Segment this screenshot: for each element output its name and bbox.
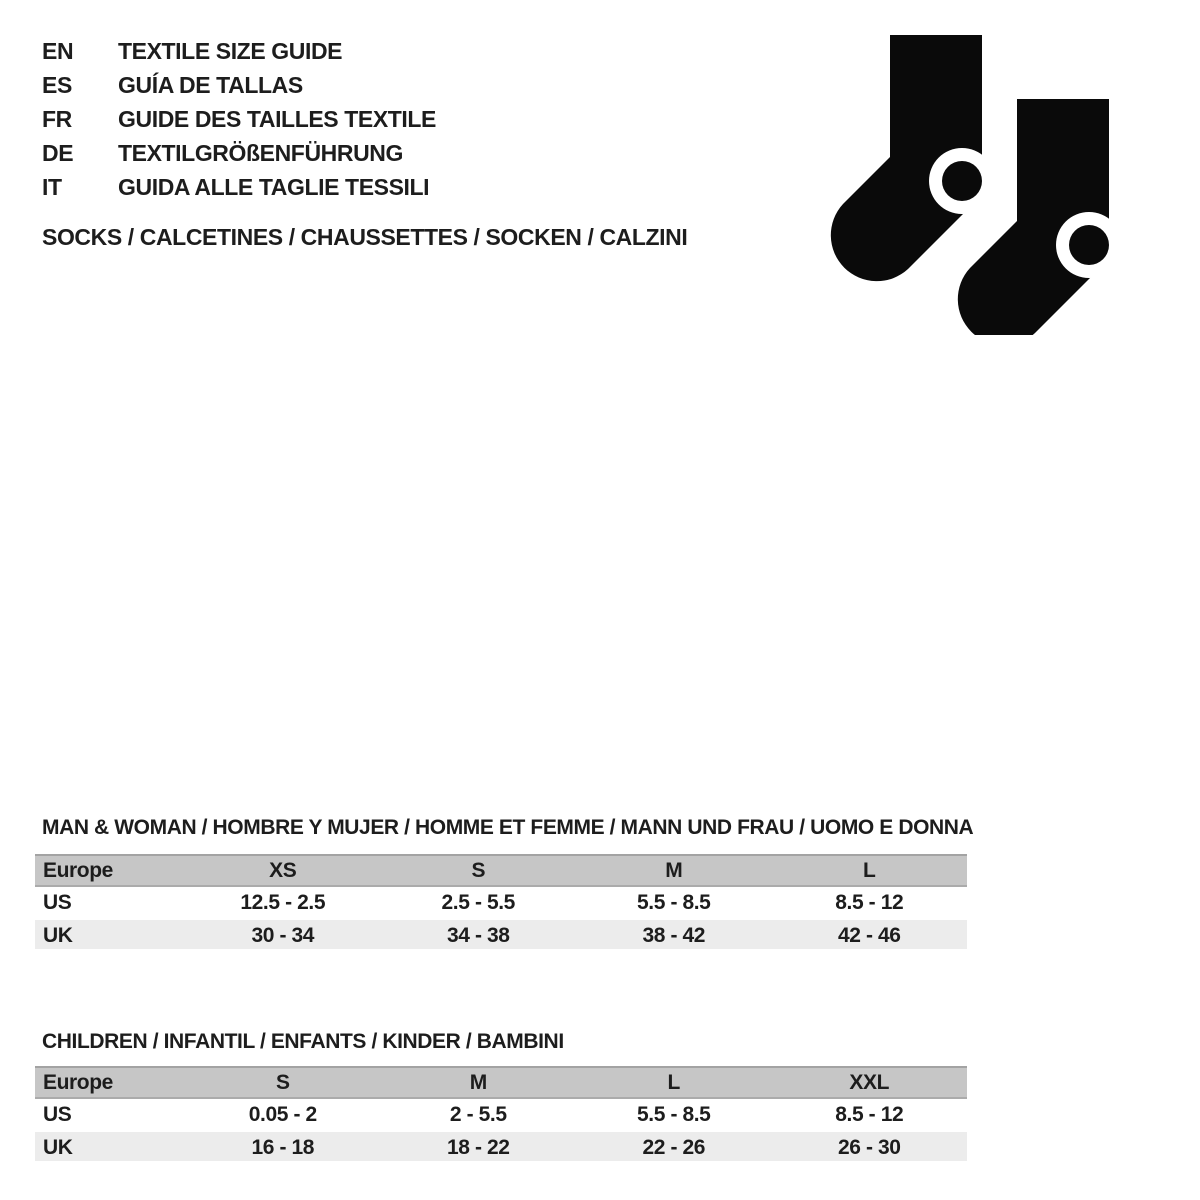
lang-row-es [42, 68, 436, 102]
sock-right [958, 99, 1122, 335]
column-header-l: L [863, 859, 876, 882]
column-header-s: S [471, 859, 486, 882]
column-header-europe: Europe [43, 1071, 113, 1094]
cell-us-m: 5.5 - 8.5 [637, 891, 711, 914]
children-heading: CHILDREN / INFANTIL / ENFANTS / KINDER / BAMBINI [42, 1030, 564, 1053]
children-table [35, 1066, 967, 1161]
table-header-row [35, 854, 967, 887]
lang-row-en [42, 34, 436, 68]
cell-us-s: 0.05 - 2 [248, 1103, 317, 1126]
lang-code: ES [42, 72, 72, 98]
table-row-us [35, 887, 967, 918]
lang-title: GUIDE DES TAILLES TEXTILE [118, 106, 436, 132]
table-row-uk [35, 918, 967, 949]
cell-us-xxl: 8.5 - 12 [835, 1103, 904, 1126]
category-line: SOCKS / CALCETINES / CHAUSSETTES / SOCKEN / CALZINI [42, 224, 688, 250]
cell-uk-l: 42 - 46 [837, 924, 901, 947]
table-header-row [35, 1066, 967, 1099]
table-row-us [35, 1099, 967, 1130]
lang-code: IT [42, 174, 62, 200]
lang-code: FR [42, 106, 72, 132]
lang-title: GUIDA ALLE TAGLIE TESSILI [118, 174, 430, 200]
children-section [35, 1030, 967, 1159]
man-woman-section [35, 816, 974, 947]
cell-us-l: 5.5 - 8.5 [637, 1103, 711, 1126]
table-row-uk [35, 1130, 967, 1161]
lang-row-fr [42, 102, 436, 136]
cell-us-l: 8.5 - 12 [835, 891, 904, 914]
cell-uk-m: 38 - 42 [642, 924, 706, 947]
cell-uk-l: 22 - 26 [642, 1136, 706, 1159]
lang-code: EN [42, 38, 74, 64]
lang-title: TEXTILE SIZE GUIDE [118, 38, 343, 64]
lang-title: GUÍA DE TALLAS [118, 72, 303, 98]
column-header-l: L [667, 1071, 680, 1094]
column-header-xxl: XXL [849, 1071, 890, 1094]
man-woman-heading: MAN & WOMAN / HOMBRE Y MUJER / HOMME ET FEMME / MANN UND FRAU / UOMO E DONNA [42, 816, 974, 839]
cell-uk-s: 34 - 38 [446, 924, 510, 947]
row-label-uk: UK [43, 1136, 73, 1159]
cell-uk-m: 18 - 22 [446, 1136, 510, 1159]
cell-uk-xxl: 26 - 30 [837, 1136, 901, 1159]
lang-row-it [42, 170, 436, 204]
language-title-list [42, 34, 436, 204]
column-header-m: M [665, 859, 683, 882]
man-woman-table [35, 854, 967, 949]
sock-left [831, 35, 995, 281]
lang-code: DE [42, 140, 74, 166]
row-label-uk: UK [43, 924, 73, 947]
cell-uk-s: 16 - 18 [251, 1136, 315, 1159]
column-header-europe: Europe [43, 859, 113, 882]
cell-us-s: 2.5 - 5.5 [441, 891, 515, 914]
lang-title: TEXTILGRÖßENFÜHRUNG [118, 140, 403, 166]
socks-icon [820, 35, 1125, 335]
row-label-us: US [43, 891, 72, 914]
row-label-us: US [43, 1103, 72, 1126]
column-header-xs: XS [269, 859, 297, 882]
column-header-m: M [469, 1071, 487, 1094]
cell-us-xs: 12.5 - 2.5 [240, 891, 326, 914]
column-header-s: S [275, 1071, 290, 1094]
cell-us-m: 2 - 5.5 [449, 1103, 507, 1126]
cell-uk-xs: 30 - 34 [251, 924, 315, 947]
lang-row-de [42, 136, 436, 170]
